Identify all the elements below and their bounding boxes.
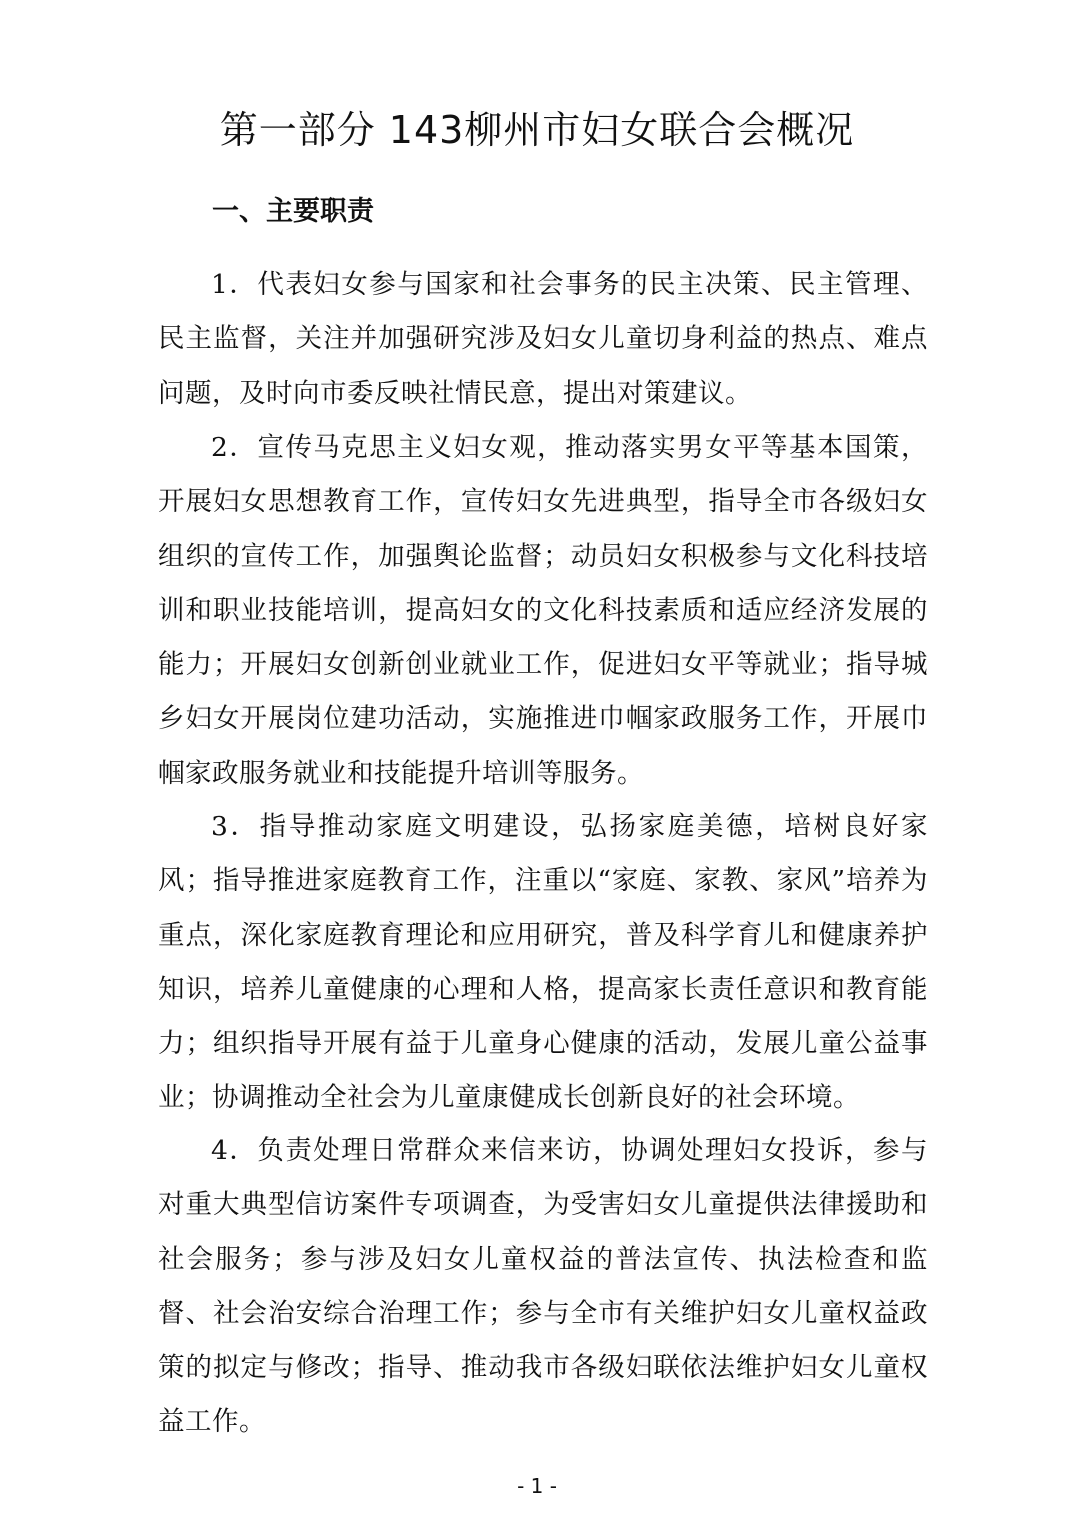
page-number: - 1 -	[517, 1474, 557, 1498]
paragraph-3: 3．指导推动家庭文明建设，弘扬家庭美德，培树良好家风；指导推进家庭教育工作，注重以“家庭、家教、家风”培养为重点，深化家庭教育理论和应用研究，普及科学育儿和健康养护知识，培养儿童健康的心理和人格，提高家长责任意识和教育能力；组织指导开展有益于儿童身心健康的活动，发展儿童公益事业；协调推动全社会为儿童康健成长创新良好的社会环境。	[158, 811, 928, 1114]
section-heading: 一、主要职责	[212, 196, 374, 227]
page-title: 第一部分 143柳州市妇女联合会概况	[219, 108, 855, 152]
paragraph-2: 2．宣传马克思主义妇女观，推动落实男女平等基本国策，开展妇女思想教育工作，宣传妇女先进典型，指导全市各级妇女组织的宣传工作，加强舆论监督；动员妇女积极参与文化科技培训和职业技能培训，提高妇女的文化科技素质和适应经济发展的能力；开展妇女创新创业就业工作，促进妇女平等就业；指导城乡妇女开展岗位建功活动，实施推进巾帼家政服务工作，开展巾帼家政服务就业和技能提升培训等服务。	[158, 432, 928, 789]
paragraph-1: 1．代表妇女参与国家和社会事务的民主决策、民主管理、民主监督，关注并加强研究涉及妇女儿童切身利益的热点、难点问题，及时向市委反映社情民意，提出对策建议。	[158, 269, 928, 409]
paragraph-4: 4．负责处理日常群众来信来访，协调处理妇女投诉，参与对重大典型信访案件专项调查，为受害妇女儿童提供法律援助和社会服务；参与涉及妇女儿童权益的普法宣传、执法检查和监督、社会治安综合治理工作；参与全市有关维护妇女儿童权益政策的拟定与修改；指导、推动我市各级妇联依法维护妇女儿童权益工作。	[158, 1135, 928, 1438]
